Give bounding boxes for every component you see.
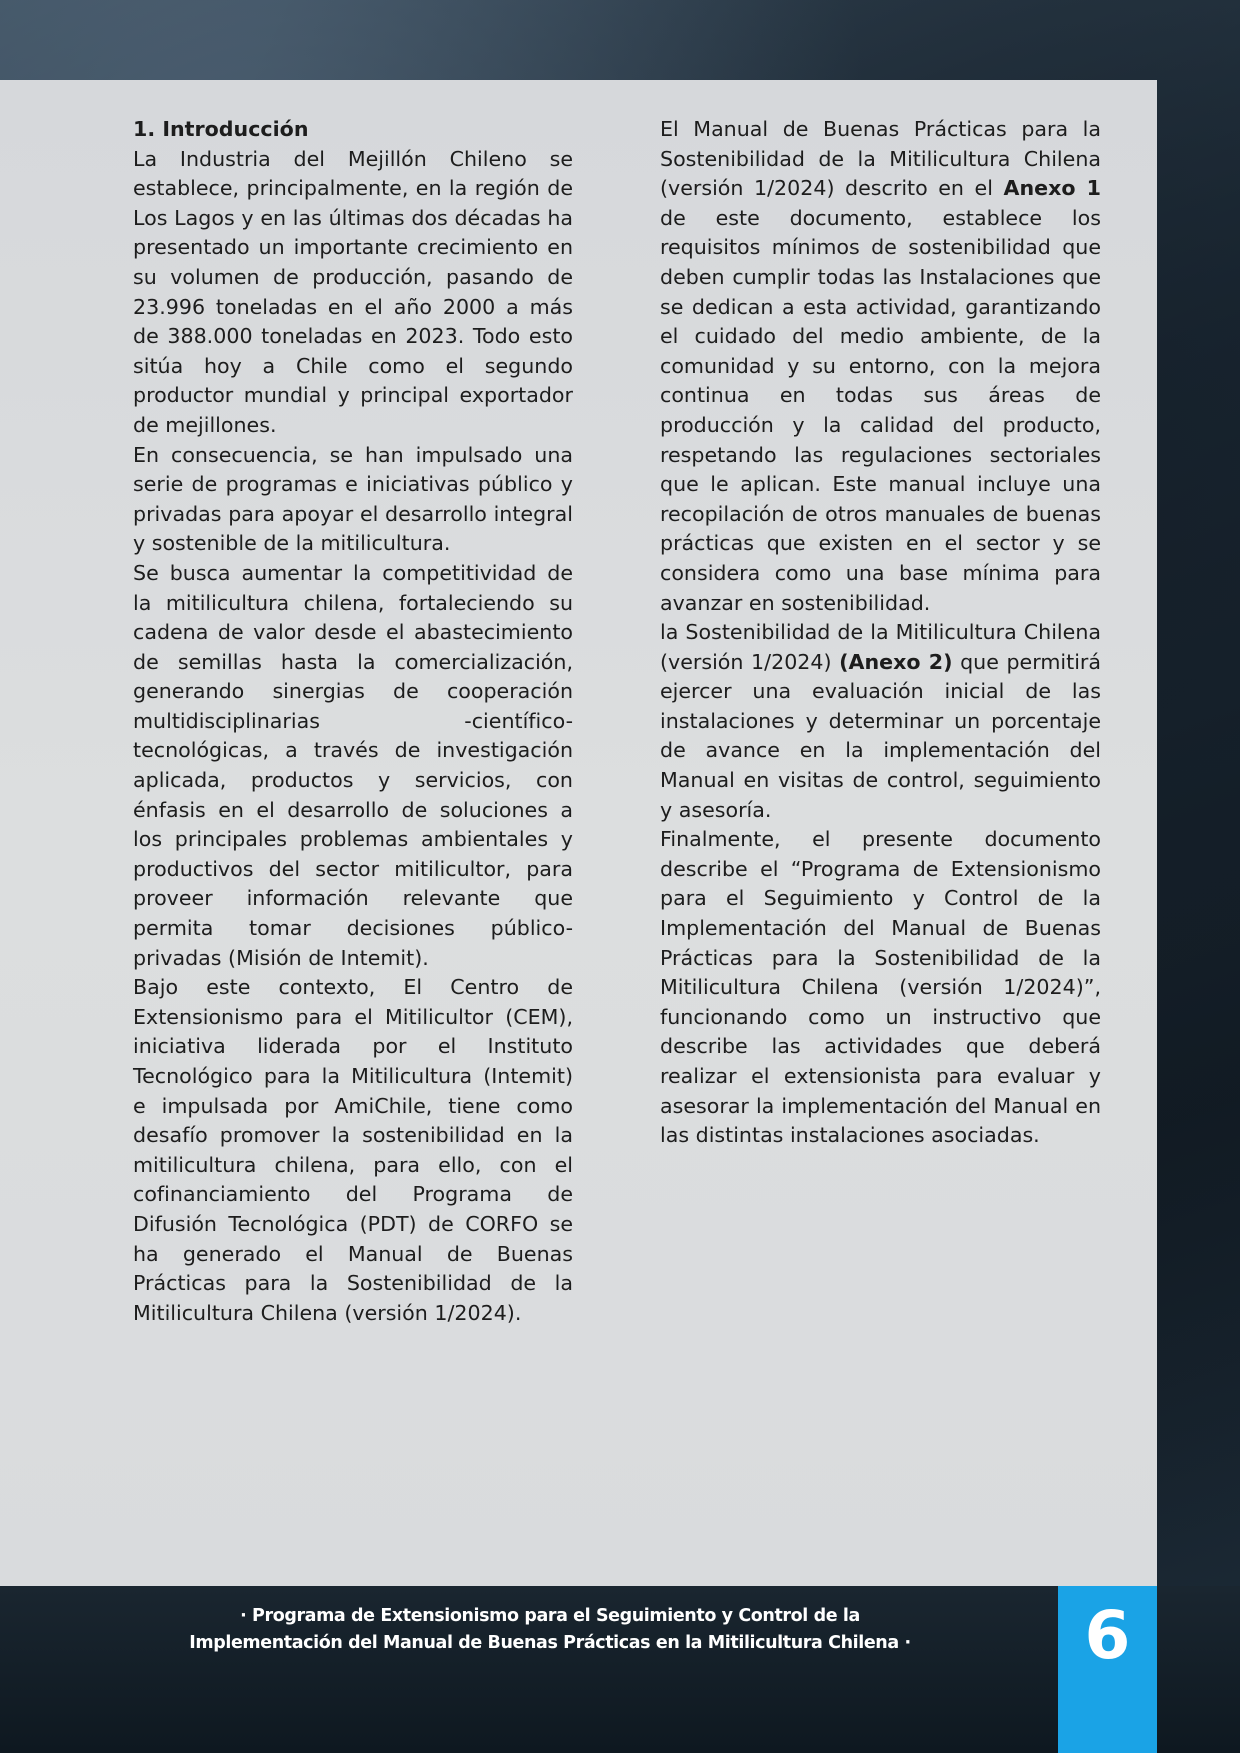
left-column	[133, 115, 573, 1328]
paragraph-manual-text-a: El Manual de Buenas Prácticas para la Sostenibilidad de la Mitilicultura Chilena (versión 1/2024) descrito en el	[660, 117, 1101, 201]
paragraph-evaluation-text-a: la Sostenibilidad de la Mitilicultura Chilena (versión 1/2024)	[660, 620, 1101, 674]
paragraph-finally: Finalmente, el presente documento describe el “Programa de Extensionismo para el Seguimiento y Control de la Implementación del Manual de Buenas Prácticas para la Sostenibilidad de la Mitilicultura Chilena (versión 1/2024)”, funcionando como un instructivo que describe las actividades que deberá realizar el extensionista para evaluar y asesorar la implementación del Manual en las distintas instalaciones asociadas.	[660, 827, 1101, 1148]
paragraph-evaluation	[660, 618, 1101, 825]
annex-1-reference: Anexo 1	[1003, 176, 1102, 201]
paragraph-consequence: En consecuencia, se han impulsado una serie de programas e iniciativas público y privadas para apoyar el desarrollo integral y sostenible de la mitilicultura.	[133, 442, 573, 556]
paragraph-context: Bajo este contexto, El Centro de Extensionismo para el Mitilicultor (CEM), iniciativa liderada por el Instituto Tecnológico para la Mitilicultura (Intemit) e impulsada por AmiChile, tiene como desafío promover la sostenibilidad en la mitilicultura chilena, para ello, con el cofinanciamiento del Programa de Difusión Tecnológica (PDT) de CORFO se ha generado el Manual de Buenas Prácticas para la Sostenibilidad de la Mitilicultura Chilena (versión 1/2024).	[133, 975, 573, 1325]
annex-2-reference: (Anexo 2)	[839, 649, 953, 674]
page-number-tab	[1058, 1586, 1157, 1753]
paragraph-competitiveness: Se busca aumentar la competitividad de la mitilicultura chilena, fortaleciendo su cadena de valor desde el abastecimiento de semillas hasta la comercialización, generando sinergias de cooperación multidisciplinarias -científico- tecnológicas, a través de investigación aplicada, productos y servicios, con énfasis en el desarrollo de soluciones a los principales problemas ambientales y productivos del sector mitilicultor, para proveer información relevante que permita tomar decisiones público-privadas (Misión de Intemit).	[133, 560, 573, 970]
paragraph-manual	[660, 115, 1101, 618]
footer-title-line-1: · Programa de Extensionismo para el Seguimiento y Control de la	[240, 1606, 860, 1626]
section-heading: 1. Introducción	[133, 117, 309, 141]
right-column	[660, 115, 1101, 1151]
footer-title	[120, 1603, 980, 1657]
footer-title-line-2: Implementación del Manual de Buenas Prácticas en la Mitilicultura Chilena ·	[189, 1633, 911, 1653]
paragraph-manual-text-b: de este documento, establece los requisitos mínimos de sostenibilidad que deben cumplir todas las Instalaciones que se dedican a esta actividad, garantizando el cuidado del medio ambiente, de la comunidad y su entorno, con la mejora continua en todas sus áreas de producción y la calidad del producto, respetando las regulaciones sectoriales que le aplican. Este manual incluye una recopilación de otros manuales de buenas prácticas que existen en el sector y se considera como una base mínima para avanzar en sostenibilidad.	[660, 205, 1101, 615]
paragraph-industry: La Industria del Mejillón Chileno se establece, principalmente, en la región de Los Lagos y en las últimas dos décadas ha presentado un importante crecimiento en su volumen de producción, pasando de 23.996 toneladas en el año 2000 a más de 388.000 toneladas en 2023. Todo esto sitúa hoy a Chile como el segundo productor mundial y principal exportador de mejillones.	[133, 146, 573, 437]
page-number: 6	[1084, 1597, 1131, 1674]
paragraph-evaluation-text-b: que permitirá ejercer una evaluación inicial de las instalaciones y determinar un porcentaje de avance en la implementación del Manual en visitas de control, seguimiento y asesoría.	[660, 649, 1102, 822]
